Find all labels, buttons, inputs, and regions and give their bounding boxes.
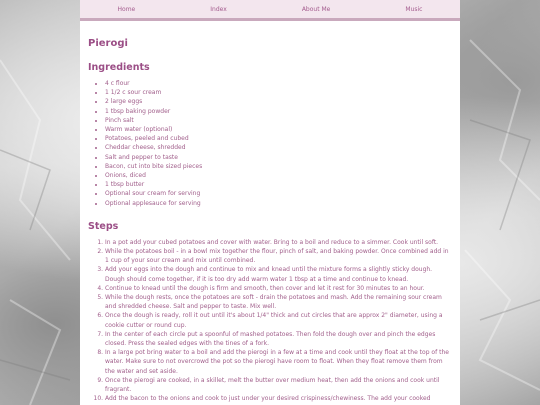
step-item: 7. In the center of each circle put a spoonful of mashed potatoes. Then fold the dough over and pinch the edges closed. Press the sealed edges with the tines of a fork.	[105, 330, 452, 348]
step-item: 4. Continue to knead until the dough is firm and smooth, then cover and let it rest for 30 minutes to an hour.	[105, 284, 452, 293]
step-item: 8. In a large pot bring water to a boil and add the pierogi in a few at a time and cook until they float at the top of the water. Make sure to not overcrowd the pot so the pierogi have room to float. When they float remove them from the water and set aside.	[105, 348, 452, 376]
ingredients-list	[88, 79, 452, 208]
nav-link-about-me[interactable]: About Me	[301, 5, 331, 13]
step-item: 5. While the dough rests, once the potatoes are soft - drain the potatoes and mash. Add the remaining sour cream and shredded cheese. Salt and pepper to taste. Mix well.	[105, 293, 452, 311]
ingredient-item: • 1 1/2 c sour cream	[105, 88, 452, 97]
ingredients-heading: Ingredients	[88, 62, 150, 73]
ingredient-item: • Warm water (optional)	[105, 125, 452, 134]
ingredient-item: • Cheddar cheese, shredded	[105, 143, 452, 152]
step-item: 1. In a pot add your cubed potatoes and cover with water. Bring to a boil and reduce to a simmer. Cook until soft.	[105, 238, 452, 247]
step-item: 2. While the potatoes boil - in a bowl mix together the flour, pinch of salt, and baking powder. Once combined add in 1 cup of your sour cream and mix until combined.	[105, 247, 452, 265]
nav-link-music[interactable]: Music	[405, 5, 423, 13]
page-title: Pierogi	[88, 38, 128, 49]
step-item: 10. Add the bacon to the onions and cook to just under your desired crispiness/chewiness. The add your cooked	[105, 394, 452, 403]
steps-heading: Steps	[88, 220, 119, 232]
ingredient-item: • Optional sour cream for serving	[105, 189, 452, 198]
steps-list	[88, 238, 452, 404]
recipe-content	[80, 21, 460, 405]
step-item: 9. Once the pierogi are cooked, in a skillet, melt the butter over medium heat, then add the onions and cook until fragrant.	[105, 376, 452, 394]
ingredient-item: • Bacon, cut into bite sized pieces	[105, 162, 452, 171]
ingredient-item: • Pinch salt	[105, 116, 452, 125]
top-nav	[80, 0, 460, 21]
ingredient-item: • 1 tbsp butter	[105, 180, 452, 189]
step-item: 6. Once the dough is ready, roll it out until it's about 1/4" thick and cut circles that are approx 2" diameter, using a cookie cutter or round cup.	[105, 311, 452, 329]
ingredient-item: • Optional applesauce for serving	[105, 199, 452, 208]
ingredient-item: • 2 large eggs	[105, 97, 452, 106]
nav-link-home[interactable]: Home	[117, 5, 136, 13]
ingredient-item: • Salt and pepper to taste	[105, 153, 452, 162]
ingredient-item: • Potatoes, peeled and cubed	[105, 134, 452, 143]
ingredient-item: • 1 tbsp baking powder	[105, 107, 452, 116]
ingredient-item: • 4 c flour	[105, 79, 452, 88]
nav-link-index[interactable]: Index	[210, 5, 227, 13]
ingredient-item: • Onions, diced	[105, 171, 452, 180]
step-item: 3. Add your eggs into the dough and continue to mix and knead until the mixture forms a slightly sticky dough. Dough should come together, if it is too dry add warm water 1 tbsp at a time and continue to knead.	[105, 265, 452, 283]
